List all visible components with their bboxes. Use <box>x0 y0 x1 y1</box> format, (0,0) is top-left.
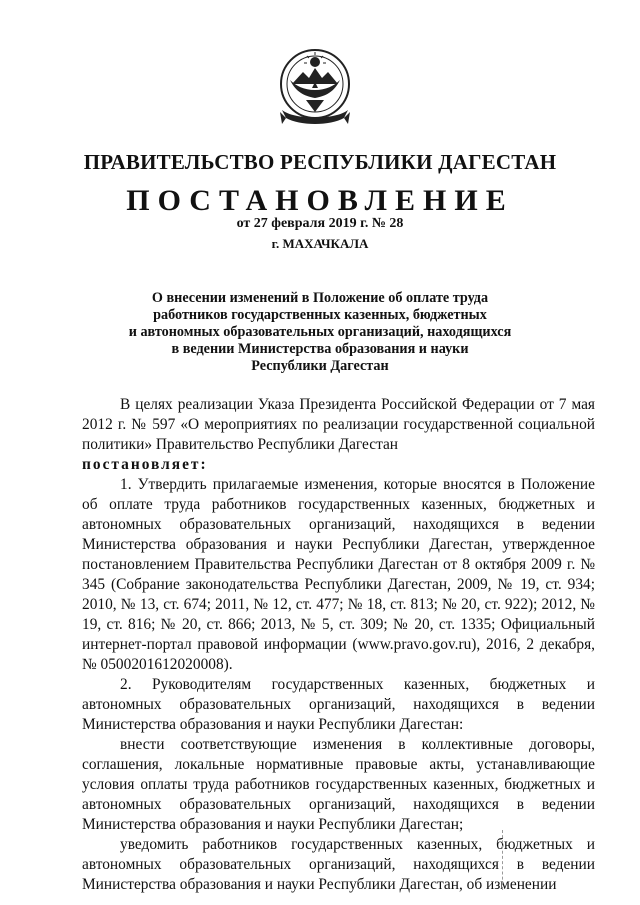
city-label: г. МАХАЧКАЛА <box>271 236 369 251</box>
date-and-number: от 27 февраля 2019 г. № 28 <box>236 216 404 231</box>
item-2-paragraph: 2. Руководителям государственных казенных, бюджетных и автономных образовательных организаций, находящихся в ведении Министерства образования и науки Республики Дагестан: <box>82 676 595 733</box>
subject-line: в ведении Министерства образования и науки <box>171 341 469 357</box>
preamble-paragraph <box>82 395 595 455</box>
subject-line: Республики Дагестан <box>251 358 389 374</box>
subject-line: работников государственных казенных, бюджетных <box>153 307 487 323</box>
item-2a-paragraph: внести соответствующие изменения в коллективные договоры, соглашения, локальные нормативные правовые акты, устанавливающие условия оплаты труда работников государственных казенных, бюджетных и автономных образовательных организаций, находящихся в ведении Министерства образования и науки Республики Дагестан; <box>82 736 595 833</box>
subject-line: и автономных образовательных организаций, находящихся <box>128 324 512 340</box>
subject-line: О внесении изменений в Положение об оплате труда <box>151 290 489 306</box>
document-type-title: ПОСТАНОВЛЕНИЕ <box>126 184 514 217</box>
item-1-paragraph: 1. Утвердить прилагаемые изменения, которые вносятся в Положение об оплате труда работников государственных казенных, бюджетных и автономных образовательных организаций, находящихся в ведении Министерства образования и науки Республики Дагестан, утвержденное постановлением Правительства Республики Дагестан от 8 октября 2009 г. № 345 (Собрание законодательства Республики Дагестан, 2009, № 19, ст. 934; 2010, № 13, ст. 674; 2011, № 12, ст. 477; № 18, ст. 813; № 20, ст. 922); 2012, № 19, ст. 816; № 20, ст. 866; 2013, № 5, ст. 309; № 20, ст. 1335; Официальный интернет-портал правовой информации (www.pravo.gov.ru), 2016, 2 декабря, № 0500201612020008). <box>82 476 595 673</box>
government-title: ПРАВИТЕЛЬСТВО РЕСПУБЛИКИ ДАГЕСТАН <box>83 150 557 174</box>
preamble-text: В целях реализации Указа Президента Российской Федерации от 7 мая 2012 г. № 597 «О мероприятиях по реализации государственной социальной политики» Правительство Республики Дагестан <box>82 396 595 453</box>
resolves-keyword: постановляет: <box>82 456 208 473</box>
scan-margin-mark <box>502 830 504 890</box>
document-subject <box>100 290 540 375</box>
item-2b-paragraph: уведомить работников государственных казенных, бюджетных и автономных образовательных организаций, находящихся в ведении Министерства образования и науки Республики Дагестан, об изменении <box>82 836 595 893</box>
document-body <box>82 395 595 895</box>
resolves-paragraph <box>82 455 595 475</box>
coat-of-arms-emblem <box>276 40 354 132</box>
